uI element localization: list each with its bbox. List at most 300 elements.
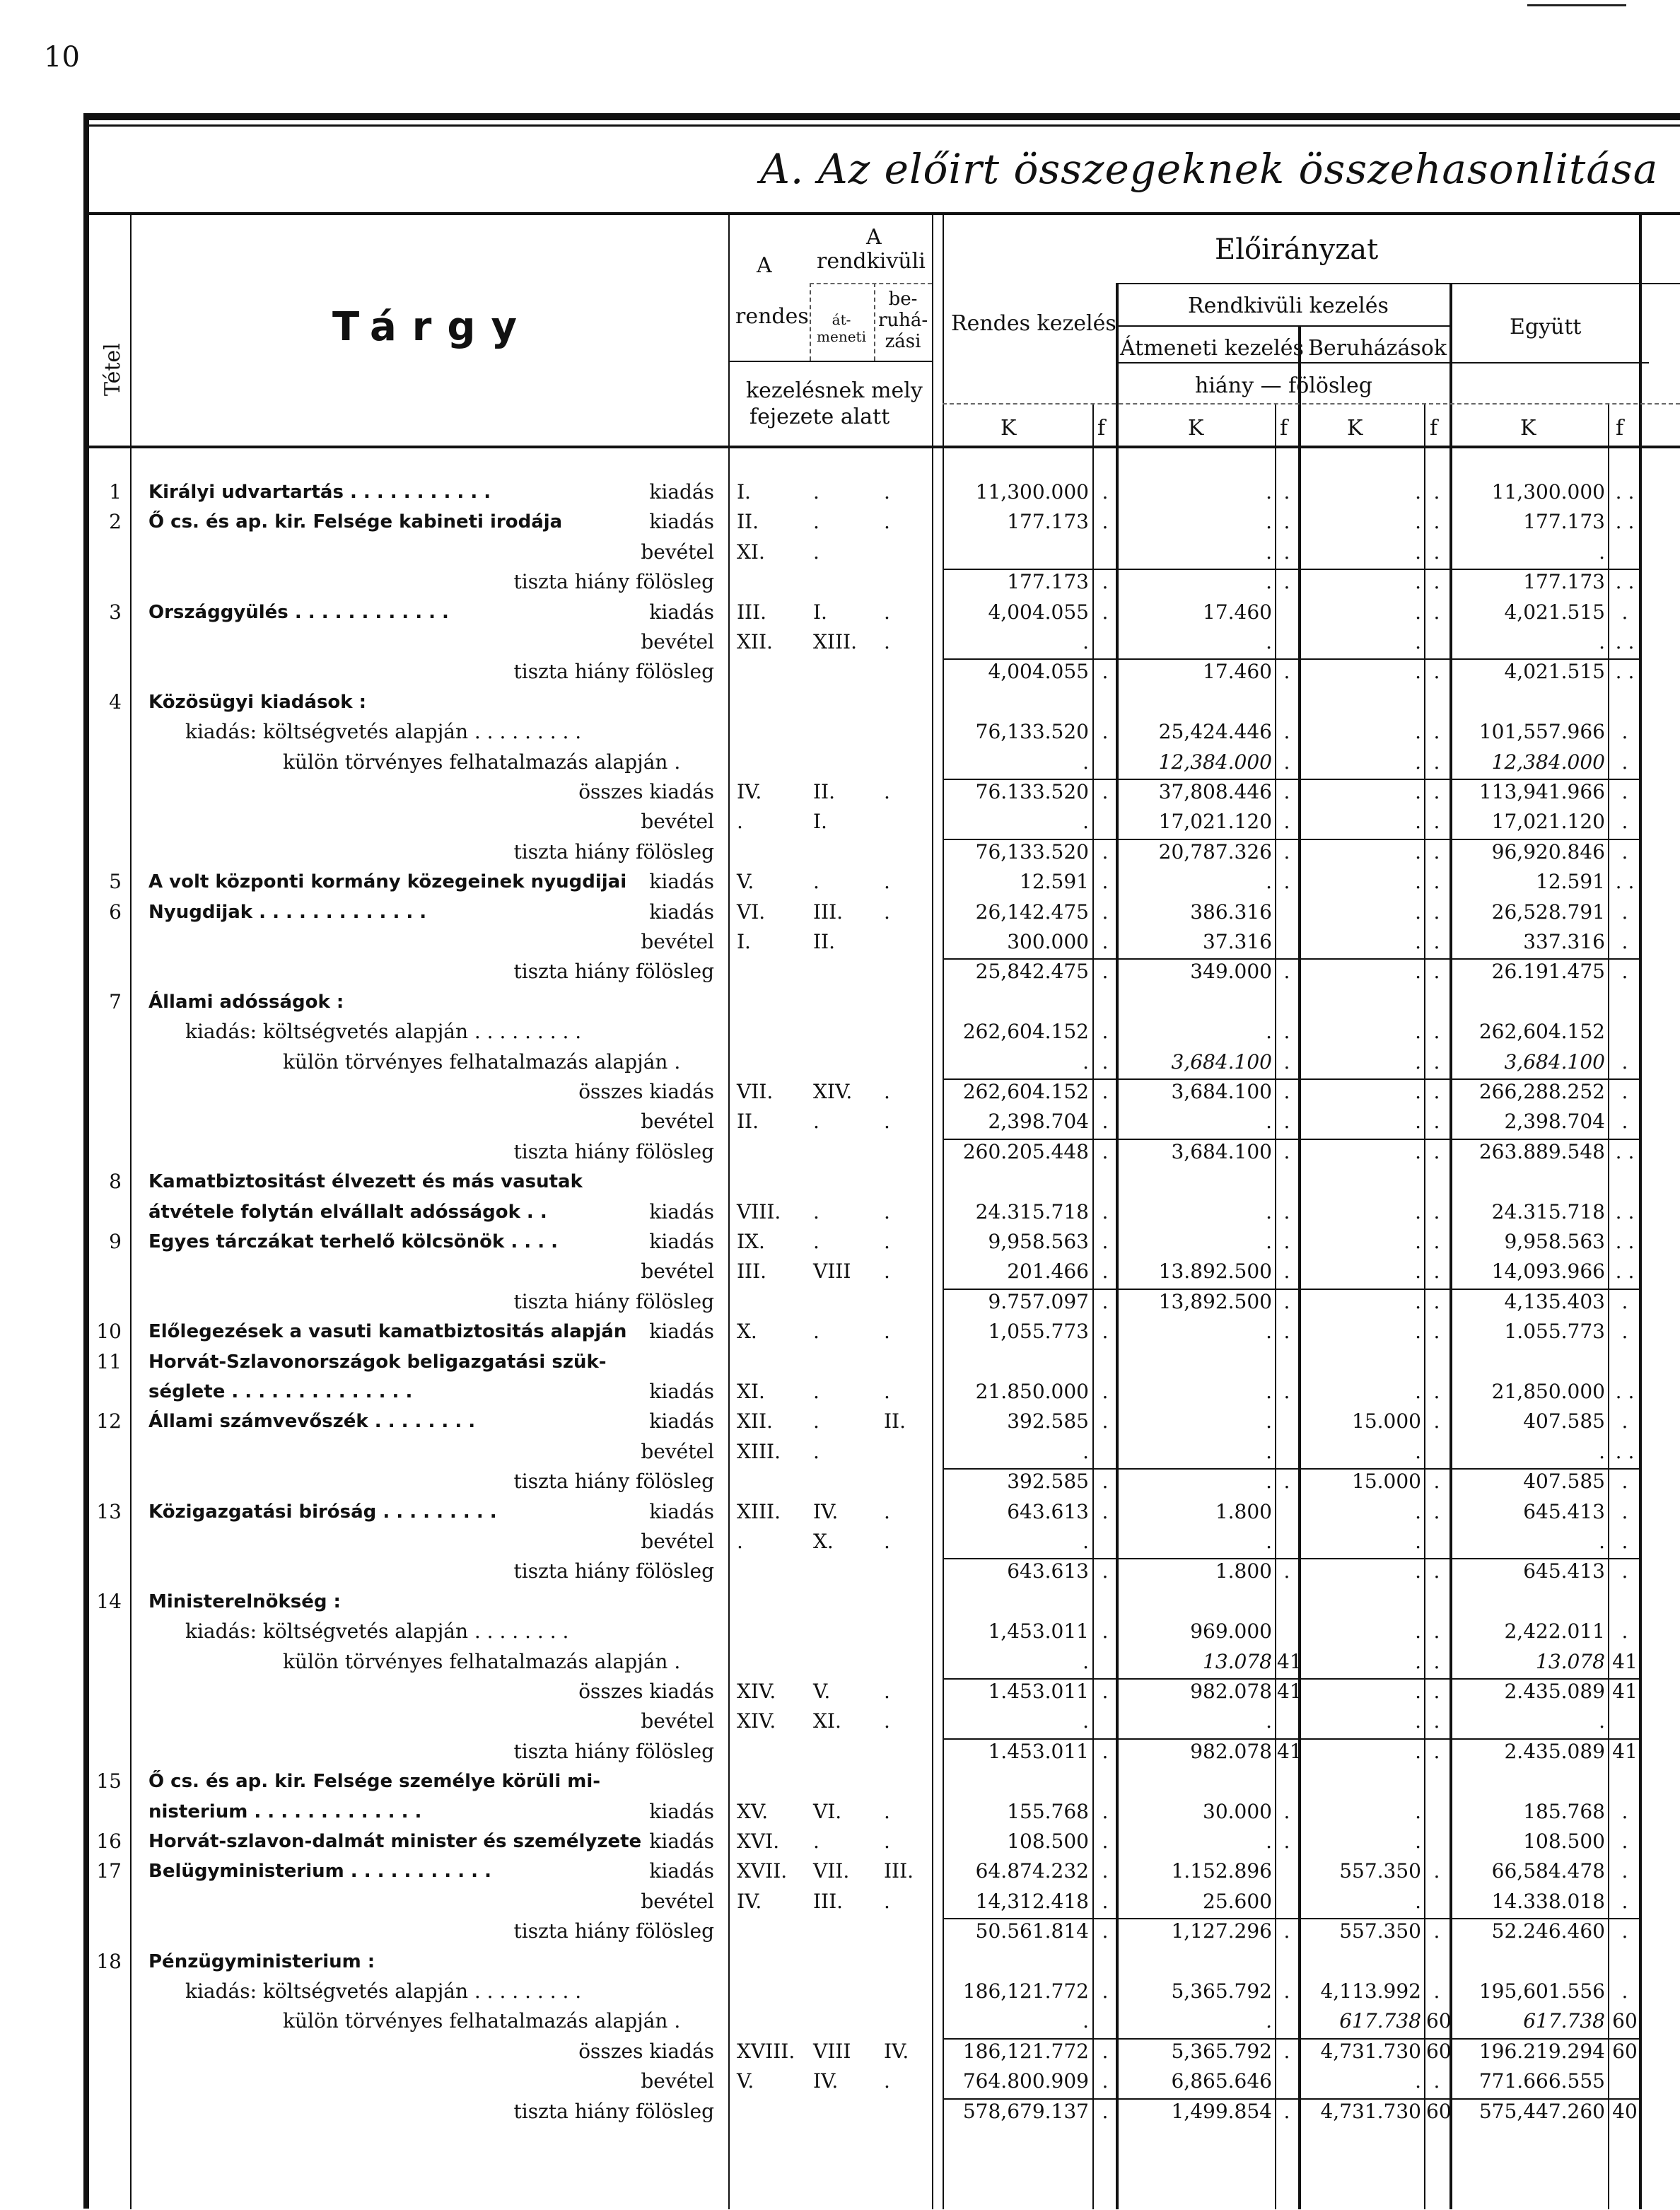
row-description: Közösügyi kiadások : xyxy=(148,691,367,713)
row-atmeneti-k: 349.000 xyxy=(1190,960,1272,984)
row-rendes-f: . xyxy=(1102,1080,1109,1103)
row-type: bevétel xyxy=(641,630,714,653)
header-atmeneti-sub: át-meneti xyxy=(817,311,866,345)
row-egyutt-f: 60 xyxy=(1612,2039,1638,2063)
row-egyutt-f: . xyxy=(1621,1799,1628,1823)
row-egyutt-f: . xyxy=(1621,1499,1628,1523)
row-fejezet-beruhazasi: II. xyxy=(884,1409,906,1433)
row-fejezet-beruhazasi: . xyxy=(884,510,890,534)
row-atmeneti-f: . xyxy=(1283,2099,1290,2123)
row-description: séglete . . . . . . . . . . . . . . xyxy=(148,1381,413,1402)
row-fejezet-atmeneti: VIII xyxy=(813,2039,851,2063)
row-description: Országgyülés . . . . . . . . . . . . xyxy=(148,601,449,623)
row-description: összes kiadás xyxy=(578,1080,714,1103)
row-fejezet-beruhazasi: . xyxy=(884,1320,890,1344)
row-rendes-f: . xyxy=(1102,1199,1109,1223)
row-beruhazas-k: 557.350 xyxy=(1339,1859,1421,1883)
header-eloiranyzat: Előirányzat xyxy=(1215,233,1379,266)
row-egyutt-f: . . xyxy=(1615,480,1635,504)
row-type: kiadás xyxy=(649,1799,714,1823)
row-description: összes kiadás xyxy=(578,780,714,803)
row-rendes-k: 25,842.475 xyxy=(975,960,1089,984)
row-beruhazas-f: . xyxy=(1433,1049,1440,1074)
sum-rule xyxy=(944,658,1639,660)
row-fejezet-atmeneti: . xyxy=(813,1230,819,1253)
row-egyutt-f: . . xyxy=(1615,1199,1635,1223)
row-rendes-f: . xyxy=(1102,1230,1109,1253)
row-fejezet-atmeneti: XIV. xyxy=(813,1080,853,1103)
row-fejezet-atmeneti: III. xyxy=(813,1889,844,1913)
sum-rule xyxy=(944,1678,1639,1680)
row-fejezet-rendes: XIV. xyxy=(737,1709,776,1733)
row-description: bevétel xyxy=(641,1110,714,1134)
row-description: Ő cs. és ap. kir. Felsége személye körüli mi- xyxy=(148,1771,601,1793)
row-egyutt-k: 11,300.000 xyxy=(1491,480,1605,504)
row-egyutt-k: . xyxy=(1599,1530,1605,1553)
row-egyutt-f: 41 xyxy=(1612,1649,1638,1673)
row-fejezet-beruhazasi: III. xyxy=(884,1859,914,1883)
row-fejezet-rendes: III. xyxy=(737,1260,767,1284)
row-rendes-k: 260.205.448 xyxy=(962,1139,1089,1163)
row-description: tiszta hiány fölösleg xyxy=(513,570,714,594)
row-type: kiadás xyxy=(649,1199,714,1223)
row-rendes-k: 9.757.097 xyxy=(988,1289,1089,1313)
row-beruhazas-f: . xyxy=(1433,1470,1440,1494)
row-fejezet-atmeneti: I. xyxy=(813,810,827,834)
row-description: Állami számvevőszék . . . . . . . . xyxy=(148,1411,476,1433)
row-rendes-f: . xyxy=(1102,1139,1109,1163)
row-number: 11 xyxy=(96,1349,122,1373)
row-egyutt-k: 771.666.555 xyxy=(1478,2069,1605,2093)
row-atmeneti-f: . xyxy=(1283,1289,1290,1313)
row-atmeneti-k: 13,892.500 xyxy=(1158,1289,1272,1313)
row-fejezet-rendes: VI. xyxy=(737,900,766,924)
row-fejezet-rendes: III. xyxy=(737,600,767,624)
header-f-atmeneti: f xyxy=(1280,416,1288,441)
row-egyutt-f: 40 xyxy=(1612,2099,1638,2123)
row-fejezet-rendes: XVIII. xyxy=(737,2039,795,2063)
row-egyutt-k: . xyxy=(1599,630,1605,653)
row-egyutt-k: 26.191.475 xyxy=(1491,960,1605,984)
row-description: Egyes tárczákat terhelő kölcsönök . . . . xyxy=(148,1231,559,1252)
row-egyutt-f: . xyxy=(1621,720,1628,744)
row-fejezet-rendes: . xyxy=(737,1530,743,1553)
row-rendes-k: 186,121.772 xyxy=(962,1979,1089,2003)
row-description: Pénzügyministerium : xyxy=(148,1950,375,1972)
row-beruhazas-f: . xyxy=(1433,1289,1440,1313)
row-fejezet-rendes: X. xyxy=(737,1320,757,1344)
row-beruhazas-f: . xyxy=(1433,510,1440,534)
row-atmeneti-k: . xyxy=(1266,2009,1272,2033)
row-fejezet-beruhazasi: . xyxy=(884,480,890,504)
row-atmeneti-f: . xyxy=(1283,1080,1290,1103)
row-fejezet-atmeneti: . xyxy=(813,1380,819,1403)
row-egyutt-f: . xyxy=(1621,600,1628,624)
row-fejezet-beruhazasi: . xyxy=(884,1889,890,1913)
row-rendes-f: . xyxy=(1102,930,1109,953)
row-atmeneti-f: . xyxy=(1283,2039,1290,2063)
row-description: külön törvényes felhatalmazás alapján . xyxy=(283,750,681,774)
row-beruhazas-k: . xyxy=(1415,720,1421,744)
row-egyutt-k: 14.338.018 xyxy=(1491,1889,1605,1913)
row-atmeneti-k: . xyxy=(1266,1199,1272,1223)
row-egyutt-k: 26,528.791 xyxy=(1491,900,1605,924)
row-beruhazas-k: . xyxy=(1415,1680,1421,1703)
row-beruhazas-f: . xyxy=(1433,720,1440,744)
row-egyutt-f: 41 xyxy=(1612,1680,1638,1703)
row-egyutt-f: . xyxy=(1621,810,1628,834)
row-beruhazas-k: 557.350 xyxy=(1339,1919,1421,1943)
row-beruhazas-k: . xyxy=(1415,510,1421,534)
row-rendes-f: . xyxy=(1102,1619,1109,1644)
row-number: 8 xyxy=(109,1170,122,1194)
row-egyutt-f: . xyxy=(1621,900,1628,924)
row-rendes-f: . xyxy=(1102,510,1109,534)
row-fejezet-beruhazasi: . xyxy=(884,1530,890,1553)
row-description: tiszta hiány fölösleg xyxy=(513,839,714,863)
row-egyutt-f: . xyxy=(1621,1919,1628,1943)
row-atmeneti-f: . xyxy=(1283,570,1290,594)
row-beruhazas-k: . xyxy=(1415,1739,1421,1763)
row-rendes-k: 392.585 xyxy=(1007,1470,1089,1494)
row-fejezet-rendes: XIII. xyxy=(737,1499,781,1523)
row-beruhazas-k: . xyxy=(1415,1439,1421,1463)
row-description: Ő cs. és ap. kir. Felsége kabineti irodája xyxy=(148,511,563,533)
row-number: 12 xyxy=(96,1409,122,1433)
row-rendes-f: . xyxy=(1102,1470,1109,1494)
row-atmeneti-f: . xyxy=(1283,1979,1290,2003)
row-rendes-f: . xyxy=(1102,1680,1109,1703)
row-egyutt-k: 12.591 xyxy=(1536,870,1605,894)
row-atmeneti-k: . xyxy=(1266,870,1272,894)
row-rendes-k: 177.173 xyxy=(1007,570,1089,594)
row-egyutt-k: 2.435.089 xyxy=(1504,1680,1605,1703)
row-egyutt-k: 337.316 xyxy=(1523,930,1605,953)
row-beruhazas-k: . xyxy=(1415,1649,1421,1673)
row-atmeneti-f: 41 xyxy=(1277,1649,1302,1673)
row-number: 6 xyxy=(109,900,122,924)
row-number: 3 xyxy=(109,600,122,624)
row-description: Ministerelnökség : xyxy=(148,1590,341,1612)
row-egyutt-f: . xyxy=(1621,1859,1628,1883)
row-fejezet-beruhazasi: IV. xyxy=(884,2039,909,2063)
sum-rule xyxy=(944,2098,1639,2100)
row-beruhazas-f: . xyxy=(1433,1979,1440,2003)
row-number: 14 xyxy=(96,1589,122,1613)
row-fejezet-rendes: . xyxy=(737,810,743,834)
header-beruhazasi-sub: be-ruhá-zási xyxy=(878,289,928,352)
row-atmeneti-k: . xyxy=(1266,1020,1272,1044)
row-fejezet-beruhazasi: . xyxy=(884,1260,890,1284)
row-description: bevétel xyxy=(641,2069,714,2093)
row-beruhazas-k: . xyxy=(1415,1830,1421,1853)
row-beruhazas-k: . xyxy=(1415,1320,1421,1344)
row-rendes-f: . xyxy=(1102,1320,1109,1344)
row-fejezet-rendes: IV. xyxy=(737,1889,762,1913)
row-description: Nyugdijak . . . . . . . . . . . . . xyxy=(148,901,427,923)
row-egyutt-k: 407.585 xyxy=(1523,1470,1605,1494)
row-rendes-f: . xyxy=(1102,1559,1109,1583)
row-rendes-k: 76,133.520 xyxy=(975,720,1089,744)
row-description: összes kiadás xyxy=(578,1680,714,1703)
row-fejezet-beruhazasi: . xyxy=(884,1230,890,1253)
row-beruhazas-k: . xyxy=(1415,900,1421,924)
row-atmeneti-k: 6,865.646 xyxy=(1171,2069,1272,2093)
row-atmeneti-f: . xyxy=(1283,810,1290,834)
row-fejezet-beruhazasi: . xyxy=(884,1080,890,1103)
row-rendes-f: . xyxy=(1102,1830,1109,1853)
row-beruhazas-k: . xyxy=(1415,1110,1421,1134)
row-egyutt-f: . xyxy=(1621,1080,1628,1103)
row-fejezet-atmeneti: IV. xyxy=(813,1499,839,1523)
row-egyutt-k: 96,920.846 xyxy=(1491,839,1605,863)
header-rendes-kezeles: Rendes kezelés xyxy=(951,311,1116,336)
row-fejezet-atmeneti: . xyxy=(813,540,819,564)
page-title: A. Az előirt összegeknek összehasonlitása xyxy=(760,145,1659,193)
row-egyutt-k: 24.315.718 xyxy=(1491,1199,1605,1223)
row-atmeneti-k: . xyxy=(1266,570,1272,594)
row-rendes-f: . xyxy=(1102,2099,1109,2123)
sum-rule xyxy=(944,2038,1639,2040)
row-egyutt-f: . . xyxy=(1615,570,1635,594)
row-atmeneti-k: . xyxy=(1266,1470,1272,1494)
row-beruhazas-k: . xyxy=(1415,1499,1421,1523)
row-beruhazas-f: . xyxy=(1433,900,1440,924)
row-atmeneti-f: . xyxy=(1283,839,1290,863)
row-rendes-k: 11,300.000 xyxy=(975,480,1089,504)
row-fejezet-rendes: I. xyxy=(737,480,751,504)
row-fejezet-beruhazasi: . xyxy=(884,2069,890,2093)
row-atmeneti-f: . xyxy=(1283,1320,1290,1344)
sum-rule xyxy=(944,569,1639,570)
row-egyutt-f: . xyxy=(1621,960,1628,984)
sum-rule xyxy=(944,1918,1639,1919)
row-egyutt-k: 66,584.478 xyxy=(1491,1859,1605,1883)
row-beruhazas-f: . xyxy=(1433,780,1440,803)
row-fejezet-atmeneti: V. xyxy=(813,1680,831,1703)
row-egyutt-k: 12,384.000 xyxy=(1491,750,1605,774)
row-beruhazas-f: . xyxy=(1433,570,1440,594)
row-number: 4 xyxy=(109,690,122,714)
header-atmeneti-kezeles: Átmeneti kezelés xyxy=(1120,336,1304,361)
row-description: kiadás: költségvetés alapján . . . . . . . . xyxy=(185,1619,569,1644)
row-fejezet-beruhazasi: . xyxy=(884,1830,890,1853)
row-fejezet-rendes: V. xyxy=(737,2069,754,2093)
row-beruhazas-k: . xyxy=(1415,600,1421,624)
row-type: kiadás xyxy=(649,480,714,504)
row-beruhazas-f: . xyxy=(1433,1110,1440,1134)
row-fejezet-beruhazasi: . xyxy=(884,630,890,653)
row-rendes-k: 201.466 xyxy=(1007,1260,1089,1284)
row-rendes-f: . xyxy=(1102,1380,1109,1403)
row-rendes-f: . xyxy=(1102,1739,1109,1763)
row-fejezet-rendes: V. xyxy=(737,870,754,894)
row-egyutt-f: . xyxy=(1621,1409,1628,1433)
row-atmeneti-k: 982.078 xyxy=(1190,1680,1272,1703)
row-type: bevétel xyxy=(641,540,714,564)
row-egyutt-f: . . xyxy=(1615,870,1635,894)
row-atmeneti-k: . xyxy=(1266,540,1272,564)
row-atmeneti-k: 1.152.896 xyxy=(1171,1859,1272,1883)
header-k-beruhazas: K xyxy=(1347,416,1363,441)
row-beruhazas-f: . xyxy=(1433,540,1440,564)
row-atmeneti-f: . xyxy=(1283,1020,1290,1044)
row-rendes-f: . xyxy=(1102,960,1109,984)
row-egyutt-k: 4,021.515 xyxy=(1504,600,1605,624)
row-rendes-k: . xyxy=(1083,630,1089,653)
row-fejezet-beruhazasi: . xyxy=(884,1110,890,1134)
row-rendes-f: . xyxy=(1102,1979,1109,2003)
row-beruhazas-k: . xyxy=(1415,1139,1421,1163)
row-rendes-k: . xyxy=(1083,2009,1089,2033)
row-egyutt-f: . . xyxy=(1615,660,1635,684)
row-atmeneti-f: . xyxy=(1283,1380,1290,1403)
row-egyutt-f: . xyxy=(1621,1470,1628,1494)
row-number: 17 xyxy=(96,1859,122,1883)
row-rendes-k: 1,453.011 xyxy=(988,1619,1089,1644)
row-rendes-k: 764.800.909 xyxy=(962,2069,1089,2093)
row-rendes-k: 1,055.773 xyxy=(988,1320,1089,1344)
row-rendes-k: 76,133.520 xyxy=(975,839,1089,863)
row-fejezet-beruhazasi: . xyxy=(884,870,890,894)
row-type: kiadás xyxy=(649,1859,714,1883)
row-beruhazas-k: . xyxy=(1415,1230,1421,1253)
header-f-rendes: f xyxy=(1097,416,1106,441)
row-rendes-k: . xyxy=(1083,1530,1089,1553)
row-beruhazas-k: . xyxy=(1415,2069,1421,2093)
sum-rule xyxy=(944,1468,1639,1470)
row-egyutt-k: 13.078 xyxy=(1536,1649,1605,1673)
row-beruhazas-f: . xyxy=(1433,1739,1440,1763)
row-type: kiadás xyxy=(649,1320,714,1344)
row-description: külön törvényes felhatalmazás alapján . xyxy=(283,1649,681,1673)
row-beruhazas-f: . xyxy=(1433,1619,1440,1644)
row-description: Állami adósságok : xyxy=(148,991,344,1013)
row-fejezet-rendes: XVII. xyxy=(737,1859,788,1883)
row-atmeneti-k: 17.460 xyxy=(1203,600,1272,624)
row-type: bevétel xyxy=(641,1889,714,1913)
row-type: kiadás xyxy=(649,870,714,894)
row-egyutt-f: . . xyxy=(1615,1139,1635,1163)
row-atmeneti-k: 25,424.446 xyxy=(1158,720,1272,744)
row-type: kiadás xyxy=(649,1380,714,1403)
row-egyutt-k: 266,288.252 xyxy=(1478,1080,1605,1103)
row-rendes-k: 155.768 xyxy=(1007,1799,1089,1823)
row-rendes-f: . xyxy=(1102,1859,1109,1883)
row-egyutt-k: 17,021.120 xyxy=(1491,810,1605,834)
row-egyutt-k: 645.413 xyxy=(1523,1559,1605,1583)
row-description: Horvát-Szlavonországok beligazgatási szük- xyxy=(148,1351,607,1373)
row-egyutt-f: . xyxy=(1621,1110,1628,1134)
row-egyutt-k: 4,135.403 xyxy=(1504,1289,1605,1313)
row-beruhazas-f: . xyxy=(1433,1260,1440,1284)
sum-rule xyxy=(944,1078,1639,1080)
row-egyutt-k: 52.246.460 xyxy=(1491,1919,1605,1943)
row-fejezet-rendes: I. xyxy=(737,930,751,953)
row-beruhazas-f: . xyxy=(1433,839,1440,863)
row-beruhazas-f: . xyxy=(1433,1320,1440,1344)
row-rendes-k: 177.173 xyxy=(1007,510,1089,534)
row-atmeneti-k: . xyxy=(1266,510,1272,534)
row-beruhazas-k: . xyxy=(1415,1619,1421,1644)
row-egyutt-k: 2,398.704 xyxy=(1504,1110,1605,1134)
header-rendkivuli-kezeles: Rendkivüli kezelés xyxy=(1188,293,1389,318)
row-rendes-k: 643.613 xyxy=(1007,1499,1089,1523)
row-atmeneti-f: . xyxy=(1283,510,1290,534)
row-fejezet-atmeneti: . xyxy=(813,510,819,534)
row-beruhazas-k: . xyxy=(1415,630,1421,653)
row-atmeneti-k: 386.316 xyxy=(1190,900,1272,924)
row-egyutt-f: . xyxy=(1621,1619,1628,1644)
row-description: Kamatbiztositást élvezett és más vasutak xyxy=(148,1171,583,1193)
row-description: tiszta hiány fölösleg xyxy=(513,1470,714,1494)
row-beruhazas-k: . xyxy=(1415,1260,1421,1284)
row-rendes-k: 1.453.011 xyxy=(988,1739,1089,1763)
row-atmeneti-k: 969.000 xyxy=(1190,1619,1272,1644)
row-atmeneti-f: . xyxy=(1283,1049,1290,1074)
row-rendes-f: . xyxy=(1102,1289,1109,1313)
row-egyutt-k: 1.055.773 xyxy=(1504,1320,1605,1344)
row-egyutt-f: . xyxy=(1621,930,1628,953)
row-atmeneti-k: 37.316 xyxy=(1203,930,1272,953)
row-fejezet-beruhazasi: . xyxy=(884,600,890,624)
row-beruhazas-k: . xyxy=(1415,1020,1421,1044)
row-egyutt-k: 177.173 xyxy=(1523,510,1605,534)
row-rendes-k: . xyxy=(1083,1709,1089,1733)
row-beruhazas-f: . xyxy=(1433,1409,1440,1433)
row-fejezet-beruhazasi: . xyxy=(884,780,890,803)
row-egyutt-f: . xyxy=(1621,750,1628,774)
row-beruhazas-k: . xyxy=(1415,750,1421,774)
row-rendes-f: . xyxy=(1102,780,1109,803)
row-beruhazas-f: . xyxy=(1433,1139,1440,1163)
row-atmeneti-k: 1.800 xyxy=(1215,1499,1272,1523)
row-description: Előlegezések a vasuti kamatbiztositás alapján xyxy=(148,1321,627,1343)
row-type: bevétel xyxy=(641,1260,714,1284)
row-description: Belügyministerium . . . . . . . . . . . xyxy=(148,1861,491,1883)
row-description: tiszta hiány fölösleg xyxy=(513,1739,714,1763)
row-atmeneti-f: . xyxy=(1283,480,1290,504)
row-beruhazas-f: . xyxy=(1433,1020,1440,1044)
row-egyutt-k: 407.585 xyxy=(1523,1409,1605,1433)
header-egyutt: Együtt xyxy=(1510,315,1582,339)
row-atmeneti-k: . xyxy=(1266,1230,1272,1253)
row-number: 7 xyxy=(109,989,122,1013)
row-fejezet-beruhazasi: . xyxy=(884,1199,890,1223)
row-atmeneti-k: 1,127.296 xyxy=(1171,1919,1272,1943)
row-atmeneti-f: . xyxy=(1283,540,1290,564)
row-fejezet-atmeneti: . xyxy=(813,870,819,894)
row-description: nisterium . . . . . . . . . . . . . xyxy=(148,1801,422,1822)
row-egyutt-k: . xyxy=(1599,1439,1605,1463)
row-beruhazas-k: . xyxy=(1415,1889,1421,1913)
row-egyutt-k: 645.413 xyxy=(1523,1499,1605,1523)
row-rendes-f: . xyxy=(1102,660,1109,684)
row-atmeneti-f: . xyxy=(1283,870,1290,894)
row-egyutt-f: . xyxy=(1621,780,1628,803)
row-atmeneti-f: . xyxy=(1283,1260,1290,1284)
row-fejezet-atmeneti: . xyxy=(813,1320,819,1344)
row-atmeneti-f: . xyxy=(1283,1830,1290,1853)
row-fejezet-atmeneti: . xyxy=(813,1199,819,1223)
row-egyutt-k: . xyxy=(1599,540,1605,564)
row-beruhazas-f: . xyxy=(1433,600,1440,624)
row-beruhazas-k: . xyxy=(1415,540,1421,564)
row-rendes-f: . xyxy=(1102,480,1109,504)
row-beruhazas-k: 15.000 xyxy=(1352,1409,1421,1433)
row-beruhazas-k: 15.000 xyxy=(1352,1470,1421,1494)
page-number: 10 xyxy=(44,41,80,74)
